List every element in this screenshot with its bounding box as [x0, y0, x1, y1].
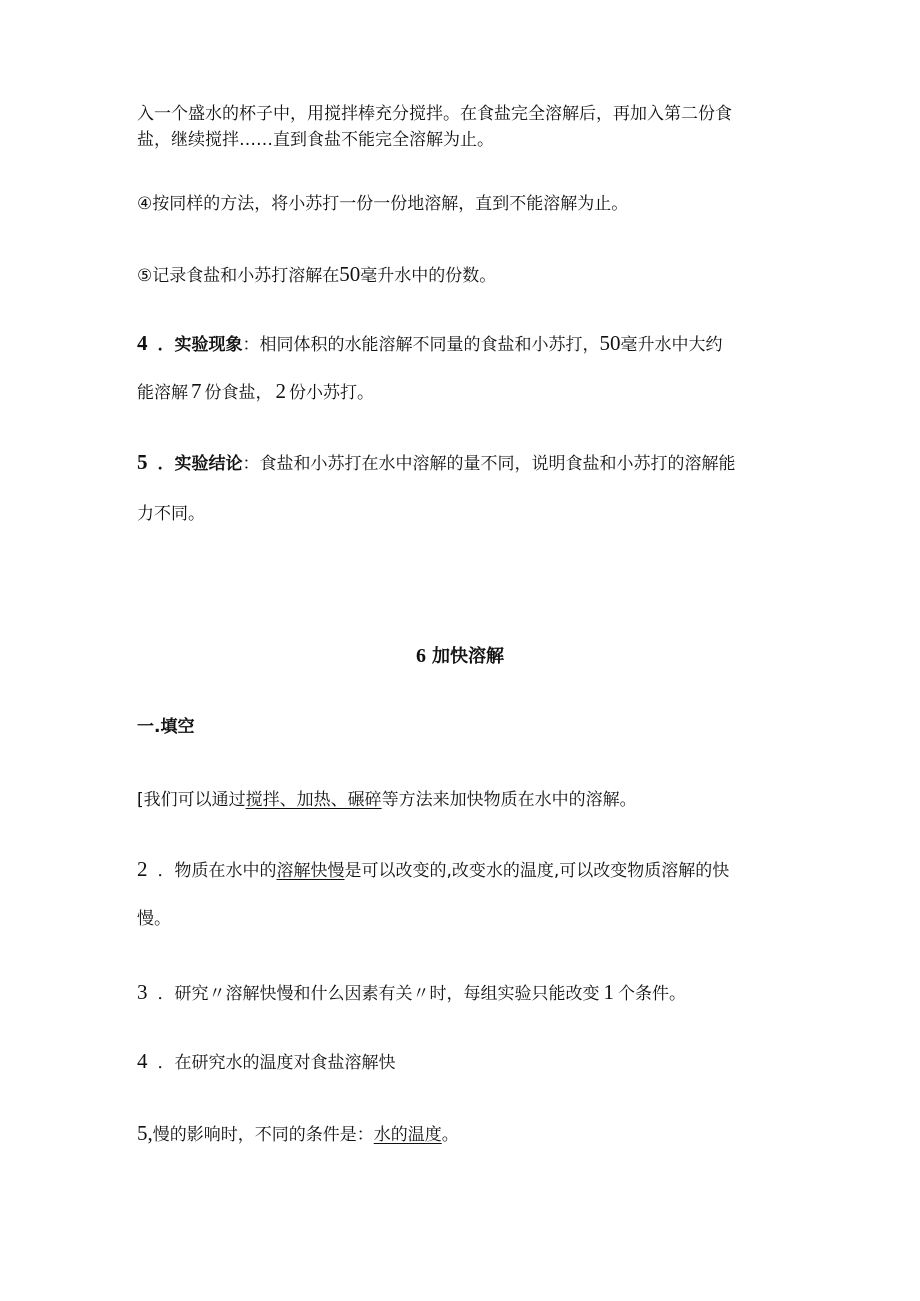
conclusion-line2: 力不同。 [137, 504, 205, 524]
section-title-text: 加快溶解 [432, 646, 504, 667]
step5-prefix: ⑤记录食盐和小苏打溶解在 [137, 266, 340, 286]
q4-number: 4 [137, 1049, 148, 1073]
phenomenon-line2 [137, 380, 374, 404]
phenomenon-line1 [137, 332, 723, 356]
phenomenon-text2: 毫升水中大约 [620, 335, 723, 355]
step3-line2: 盐，继续搅拌……直到食盐不能完全溶解为止。 [137, 130, 494, 150]
phenomenon-label: 实验现象 [174, 335, 243, 355]
phenomenon-text1: ：相同体积的水能溶解不同量的食盐和小苏打， [242, 335, 600, 355]
q4-body: ．在研究水的温度对食盐溶解快 [157, 1053, 396, 1073]
q1-text [137, 789, 637, 811]
q2-line2: 慢。 [137, 909, 171, 929]
q5-text [137, 1122, 459, 1146]
step4-text: ④按同样的方法，将小苏打一份一份地溶解，直到不能溶解为止。 [137, 194, 629, 214]
conclusion-number: 5 [137, 450, 148, 474]
q3-text2: 个条件。 [618, 984, 686, 1004]
q2-answer: 溶解快慢 [276, 861, 345, 881]
conclusion-text1: ：食盐和小苏打在水中溶解的量不同，说明食盐和小苏打的溶解能 [242, 454, 736, 474]
q2-line1 [137, 858, 729, 882]
step5-suffix: 毫升水中的份数。 [360, 266, 497, 286]
step5-text [137, 263, 496, 287]
q1-prefix: [我们可以通过 [137, 790, 246, 810]
q3-text1: ．研究〃溶解快慢和什么因素有关〃时，每组实验只能改变 [157, 984, 600, 1004]
q3-number-1: 1 [603, 980, 614, 1004]
phenomenon-number-50: 50 [599, 331, 621, 355]
q3-text [137, 981, 686, 1005]
phenomenon-line2-mid: 份食盐， [204, 383, 273, 403]
conclusion-sep: ． [157, 454, 175, 474]
conclusion-line1 [137, 451, 736, 475]
q5-answer: 水的温度 [373, 1125, 442, 1145]
phenomenon-number-2: 2 [275, 379, 286, 403]
phenomenon-line2-prefix: 能溶解 [137, 383, 188, 403]
q1-answer: 搅拌、加热、碾碎 [245, 790, 382, 810]
section-number: 6 [416, 645, 426, 667]
q2-number: 2 [137, 857, 148, 881]
phenomenon-sep: ． [157, 335, 175, 355]
phenomenon-number: 4 [137, 331, 148, 355]
phenomenon-number-7: 7 [191, 379, 202, 403]
phenomenon-line2-suffix: 份小苏打。 [289, 383, 374, 403]
q5-number: 5, [137, 1121, 153, 1145]
q5-end: 。 [441, 1125, 459, 1145]
q2-sep: ．物质在水中的 [157, 861, 277, 881]
step3-line1: 入一个盛水的杯子中，用搅拌棒充分搅拌。在食盐完全溶解后，再加入第二份食 [137, 104, 732, 124]
q2-text: 是可以改变的,改变水的温度,可以改变物质溶解的快 [344, 861, 730, 881]
fill-blank-heading: 一.填空 [137, 717, 195, 737]
conclusion-label: 实验结论 [174, 454, 243, 474]
q5-body: 慢的影响时，不同的条件是： [152, 1125, 374, 1145]
q3-number: 3 [137, 980, 148, 1004]
section-title [0, 644, 920, 669]
q4-text [137, 1050, 396, 1074]
step5-number: 50 [339, 262, 361, 286]
q1-suffix: 等方法来加快物质在水中的溶解。 [381, 790, 637, 810]
